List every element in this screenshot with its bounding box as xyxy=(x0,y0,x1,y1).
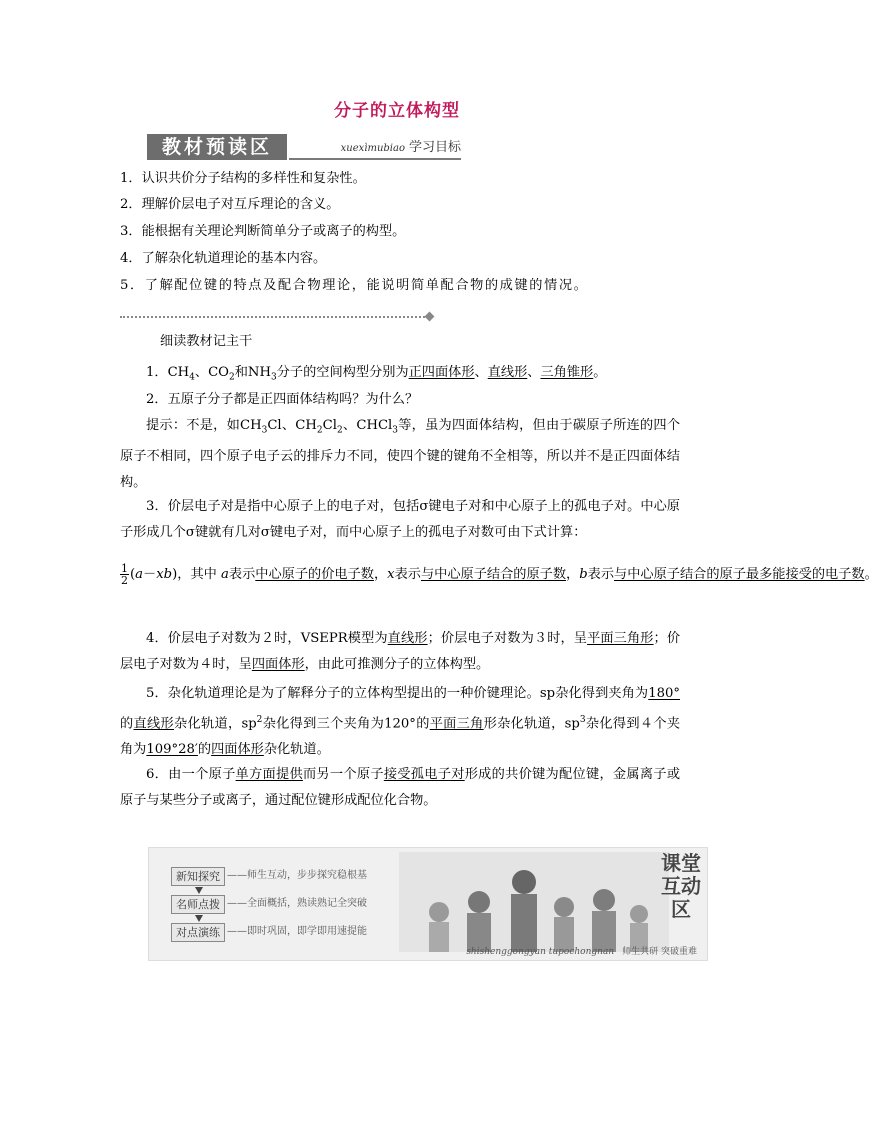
classroom-banner: 新知探究 ——师生互动，步步探究稳根基 名师点拨 ——全面概括，熟读熟记全突破 对点演练 ——即时巩固，即学即用速提能 课堂互动区 shishenggongyan tupochongnan 师生共研 突破重难 xyxy=(148,847,708,961)
classroom-photo xyxy=(399,852,669,952)
banner-sub-text: 学习目标 xyxy=(408,140,461,155)
fraction: $\frac{1}{2}$ xyxy=(121,562,128,587)
step-new-knowledge: 新知探究 xyxy=(171,867,225,886)
arrow-down-icon xyxy=(195,915,203,922)
item-2-question: 2．五原子分子都是正四面体结构吗？为什么？ xyxy=(146,392,419,407)
step-practice: 对点演练 xyxy=(171,923,225,942)
banner-main: 教材预读区 xyxy=(147,134,287,160)
page-title: 分子的立体构型 xyxy=(334,101,460,121)
item-6: 6．由一个原子单方面提供而另一个原子接受孤电子对形成的共价键为配位键，金属离子或原子与某些分子或离子，通过配位键形成配位化合物。 xyxy=(120,767,681,808)
objective-5: 5．了解配位键的特点及配合物理论，能说明简单配合物的成键的情况。 xyxy=(120,278,589,293)
vertical-title: 课堂互动区 xyxy=(661,851,701,921)
item-3: 3．价层电子对是指中心原子上的电子对，包括σ键电子对和中心原子上的孤电子对。中心原子形成几个σ键就有几对σ键电子对，而中心原子上的孤电子对数可由下式计算： xyxy=(120,499,680,540)
objective-4: 4．了解杂化轨道理论的基本内容。 xyxy=(120,251,327,266)
item-5: 5．杂化轨道理论是为了解释分子的立体构型提出的一种价键理论。sp杂化得到夹角为180°的直线形杂化轨道，$sp^2$杂化得到三个夹角为120°的平面三角形杂化轨道，$sp^3$杂化得到４个夹角为109°28′的四面体形杂化轨道。 xyxy=(120,686,681,758)
objective-2: 2．理解价层电子对互斥理论的含义。 xyxy=(120,197,340,212)
item-2-hint: 提示：不是，如$CH_3Cl$、$CH_2Cl_2$、CHCl$_3$等，虽为四面体结构，但由于碳原子所连的四个原子不相同，四个原子电子云的排斥力不同，使四个键的键角不全相等，所以并不是正四面体结构。 xyxy=(120,418,681,490)
item-1: 1．$CH_4$、$CO_2$和$NH_3$分子的空间构型分别为正四面体形、直线形、三角锥形。 xyxy=(146,365,607,383)
item-3-formula: $\frac{1}{2}$ (a－xb)，其中 a表示中心原子的价电子数，x表示与中心原子结合的原子数，b表示与中心原子结合的原子最多能接受的电子数。 xyxy=(121,562,878,587)
divider-diamond xyxy=(425,312,435,322)
footer-caption: shishenggongyan tupochongnan 师生共研 突破重难 xyxy=(466,947,697,957)
item-4: 4．价层电子对数为２时，VSEPR模型为直线形；价层电子对数为３时，呈平面三角形；价层电子对数为４时，呈四面体形，由此可推测分子的立体构型。 xyxy=(120,631,681,672)
section-heading: 细读教材记主干 xyxy=(160,334,253,349)
banner-sub xyxy=(289,138,461,160)
answer-linear: 直线形 xyxy=(487,365,528,380)
dotted-divider xyxy=(120,316,432,318)
section-banner xyxy=(147,134,461,160)
answer-tetrahedral: 正四面体形 xyxy=(408,365,475,380)
answer-pyramidal: 三角锥形 xyxy=(540,365,594,380)
banner-pinyin: xuexìmubiao xyxy=(340,143,405,154)
objective-1: 1．认识共价分子结构的多样性和复杂性。 xyxy=(120,171,366,186)
arrow-down-icon xyxy=(195,887,203,894)
objective-3: 3．能根据有关理论判断简单分子或离子的构型。 xyxy=(120,224,406,239)
step-teacher-tips: 名师点拨 xyxy=(171,895,225,914)
